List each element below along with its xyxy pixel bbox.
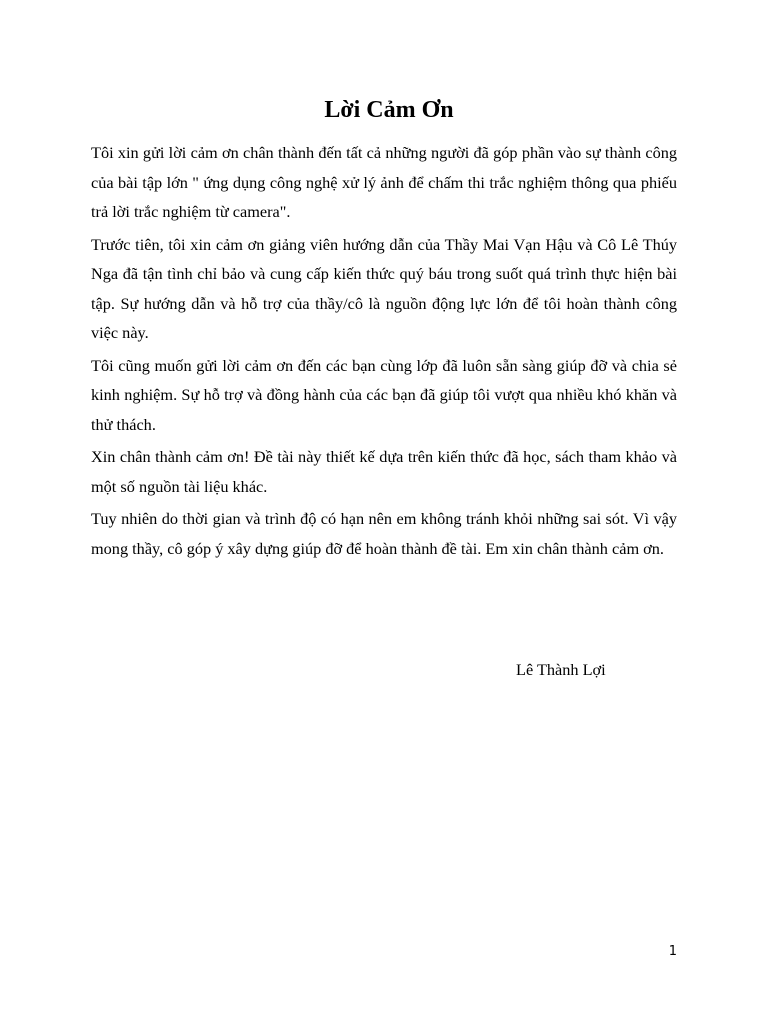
page-title: Lời Cảm Ơn: [324, 97, 454, 123]
paragraph-1: Tôi xin gửi lời cảm ơn chân thành đến tất cả những người đã góp phần vào sự thành công của bài tập lớn " ứng dụng công nghệ xử lý ảnh để chấm thi trắc nghiệm thông qua phiếu trả lời trắc nghiệm từ camera".: [91, 143, 677, 221]
paragraph-5: Tuy nhiên do thời gian và trình độ có hạn nên em không tránh khỏi những sai sót. Vì vậy mong thầy, cô góp ý xây dựng giúp đỡ để hoàn thành đề tài. Em xin chân thành cảm ơn.: [91, 509, 677, 558]
paragraph-2: Trước tiên, tôi xin cảm ơn giảng viên hướng dẫn của Thầy Mai Vạn Hậu và Cô Lê Thúy Nga đã tận tình chỉ bảo và cung cấp kiến thức quý báu trong suốt quá trình thực hiện bài tập. Sự hướng dẫn và hỗ trợ của thầy/cô là nguồn động lực lớn để tôi hoàn thành công việc này.: [91, 234, 677, 342]
body-text: [91, 138, 677, 566]
signature: Lê Thành Lợi: [516, 660, 606, 679]
paragraph-4: Xin chân thành cảm ơn! Đề tài này thiết kế dựa trên kiến thức đã học, sách tham khảo và một số nguồn tài liệu khác.: [91, 447, 677, 496]
paragraph-3: Tôi cũng muốn gửi lời cảm ơn đến các bạn cùng lớp đã luôn sẵn sàng giúp đỡ và chia sẻ kinh nghiệm. Sự hỗ trợ và đồng hành của các bạn đã giúp tôi vượt qua nhiều khó khăn và thử thách.: [91, 355, 677, 434]
page-number: 1: [668, 944, 677, 959]
